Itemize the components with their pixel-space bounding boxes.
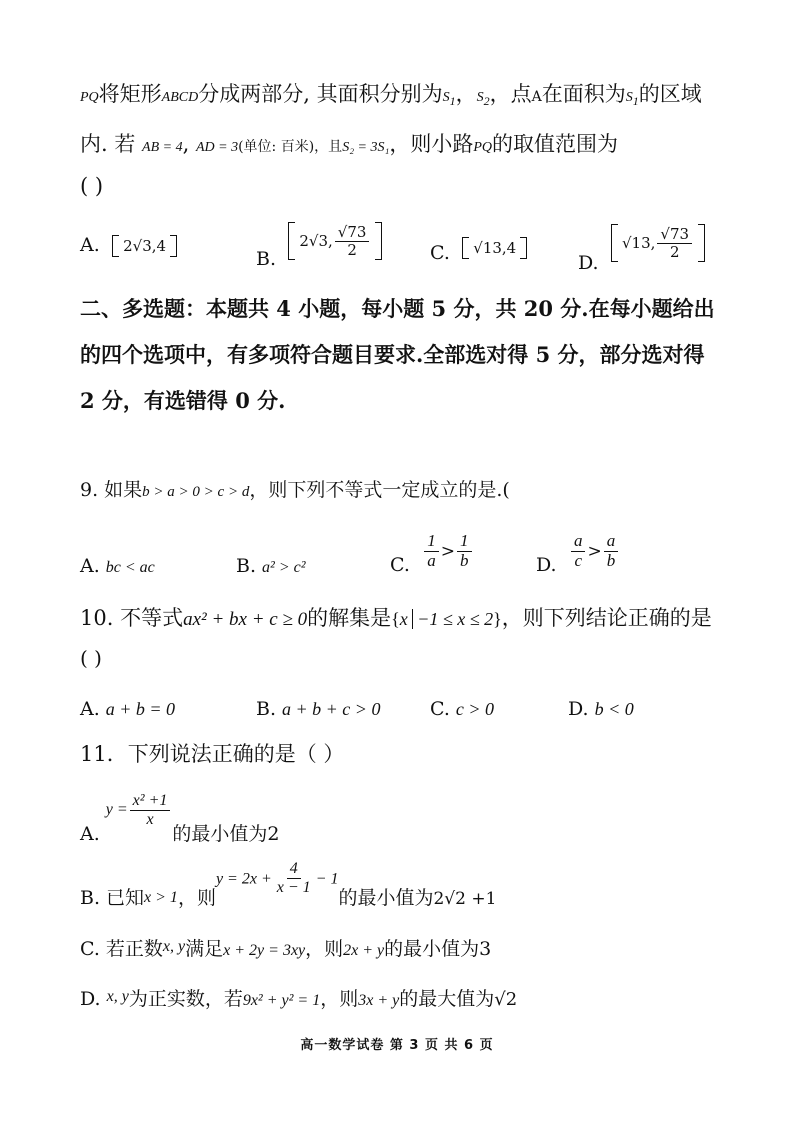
- text: 已知: [106, 886, 145, 909]
- frac-num: 4: [287, 860, 301, 879]
- q8-answer-paren: ( ): [80, 174, 104, 198]
- text: 为正实数，若: [128, 988, 243, 1010]
- interval: [611, 224, 705, 262]
- text: ，则下列结论正确的是: [501, 606, 712, 630]
- page-footer: 高一数学试卷 第 3 页 共 6 页: [300, 1038, 494, 1053]
- q8-stem-line1: [80, 84, 702, 107]
- area-relation: S₂ = 3S₁: [342, 140, 390, 155]
- frac-den: c: [574, 550, 582, 570]
- text: 内. 若: [80, 132, 136, 156]
- option-label: A.: [80, 698, 100, 720]
- section2-line1: 二、多选题：本题共 4 小题，每小题 5 分，共 20 分.在每小题给出: [80, 296, 715, 321]
- d-value: √2: [494, 989, 518, 1010]
- text: 分成两部分, 其面积分别为: [198, 82, 443, 106]
- b-minus: − 1: [315, 870, 339, 888]
- option-text: bc < ac: [105, 559, 155, 576]
- interval: [112, 235, 177, 257]
- q8-option-c: [430, 234, 527, 264]
- frac-num: 1: [457, 532, 472, 552]
- c-vars: x, y: [162, 938, 186, 955]
- option-label: D.: [568, 698, 589, 720]
- fraction: [274, 860, 314, 896]
- q8-option-b: [256, 222, 382, 270]
- interval-body: √13,4: [473, 238, 517, 257]
- option-text: 的最大值为: [399, 988, 495, 1010]
- q10-option-b: [256, 696, 380, 720]
- fraction: [424, 532, 439, 570]
- q9-option-c: [390, 531, 474, 576]
- q9-option-a: [80, 553, 155, 577]
- text: ，则: [320, 988, 359, 1010]
- fraction: [571, 532, 586, 570]
- option-label: B.: [236, 555, 257, 577]
- q10-option-a: [80, 696, 175, 720]
- q10-inequality: ax² + bx + c ≥ 0: [183, 609, 308, 630]
- q9-condition: b > a > 0 > c > d: [142, 484, 250, 500]
- option-label: B.: [80, 886, 101, 909]
- text: ，则: [305, 938, 344, 960]
- gt-sign: >: [587, 541, 602, 562]
- q11-option-b: [80, 860, 497, 909]
- option-text: c > 0: [455, 699, 495, 719]
- s1: S: [625, 90, 633, 105]
- s1-symbol-2: [625, 90, 639, 108]
- s2-symbol: [476, 90, 490, 108]
- set-var: x: [399, 609, 408, 629]
- frac-den: b: [460, 550, 469, 570]
- frac-den: a: [427, 550, 436, 570]
- pq-label: PQ: [80, 90, 99, 105]
- option-text: 的最小值为: [338, 886, 434, 909]
- s2: S: [476, 90, 484, 105]
- section2-line2: 的四个选项中，有多项符合题目要求.全部选对得 5 分，部分选对得: [80, 342, 705, 367]
- frac-num: √73: [335, 224, 370, 242]
- interval-body: [295, 222, 375, 260]
- q10-option-c: [430, 696, 494, 720]
- text: ，: [455, 82, 477, 106]
- text: 的解集是: [307, 606, 392, 630]
- q8-option-a: [80, 232, 177, 257]
- option-label: A.: [80, 555, 100, 577]
- text: 满足: [185, 938, 224, 960]
- q11-stem: 11．下列说法正确的是（ ）: [80, 742, 345, 766]
- frac-den: b: [606, 550, 616, 570]
- text: 的取值范围为: [492, 132, 619, 156]
- text: 在面积为: [541, 82, 626, 106]
- fraction: [457, 532, 472, 570]
- fraction: [604, 532, 619, 570]
- option-text: a + b = 0: [105, 699, 176, 719]
- s1: S: [442, 90, 450, 105]
- s2-sub: 2: [483, 94, 490, 108]
- q9-option-b: [236, 553, 306, 577]
- q10-stem: [80, 608, 712, 629]
- b-value: 2√2 +1: [433, 888, 497, 909]
- frac-num: x² +1: [130, 792, 171, 811]
- option-label: C.: [80, 938, 100, 960]
- ab-equation: AB = 4: [142, 140, 183, 155]
- a-y: y =: [105, 800, 128, 818]
- interval-lo: 2√3,: [299, 232, 333, 250]
- text: 若正数: [105, 938, 163, 960]
- c-condition: x + 2y = 3xy: [223, 942, 306, 959]
- frac-num: a: [604, 532, 619, 552]
- q11-option-a: [80, 792, 280, 845]
- frac-den: x: [146, 810, 154, 828]
- text: 9. 如果: [80, 479, 143, 501]
- q8-stem-line2: 内. 若 AB = 4, AD = 3(单位: 百米)，且S₂ = 3S₁，则小路PQ的取值范围为: [80, 132, 619, 156]
- frac-den: 2: [669, 242, 680, 261]
- text: ，则小路: [389, 132, 474, 156]
- option-label: D.: [578, 251, 599, 274]
- abcd-label: ABCD: [161, 90, 199, 105]
- ad-equation: AD = 3: [195, 140, 239, 155]
- interval: [288, 222, 382, 260]
- interval-lo: √13,: [621, 234, 656, 252]
- interval-body: [618, 224, 698, 262]
- b-condition: x > 1: [144, 888, 178, 906]
- q10-answer-paren: ( ): [80, 646, 102, 670]
- option-label: D.: [536, 553, 557, 576]
- q11-option-c: [80, 934, 491, 961]
- solution-set: { x −1 ≤ x ≤ 2 }: [391, 609, 502, 629]
- text: ，点: [489, 82, 532, 106]
- pq-label-2: PQ: [473, 140, 493, 155]
- q10-option-d: [568, 696, 634, 720]
- frac-den: x − 1: [276, 878, 311, 896]
- b-y: y = 2x +: [215, 870, 272, 888]
- option-text: b < 0: [594, 699, 634, 719]
- s1-sub: 1: [632, 94, 639, 108]
- option-text: 的最小值为2: [172, 822, 280, 845]
- set-condition: −1 ≤ x ≤ 2: [417, 609, 494, 629]
- interval: [462, 237, 527, 259]
- d-expr: 3x + y: [358, 992, 400, 1009]
- q9-stem: [80, 481, 510, 500]
- option-label: A.: [80, 234, 100, 256]
- frac-den: 2: [347, 240, 357, 259]
- d-vars: x, y: [106, 988, 129, 1005]
- option-label: C.: [430, 242, 450, 264]
- q9-option-d: [536, 531, 620, 576]
- text: ，则: [177, 886, 216, 909]
- s1-sub: 1: [449, 94, 456, 108]
- text: 10. 不等式: [80, 606, 184, 630]
- text: 将矩形: [98, 82, 162, 106]
- section2-line3: 2 分，有选错得 0 分.: [80, 388, 286, 413]
- text: 的区域: [638, 82, 702, 106]
- gt-sign: >: [440, 541, 456, 562]
- d-condition: 9x² + y² = 1: [242, 992, 321, 1009]
- c-expr: 2x + y: [343, 942, 385, 959]
- interval-body: 2√3,4: [123, 236, 167, 255]
- fraction: [335, 224, 370, 258]
- q11-option-d: [80, 984, 517, 1011]
- text: (单位: 百米)，且: [238, 139, 343, 155]
- s1-symbol: [442, 90, 456, 108]
- option-text: 的最小值为3: [384, 938, 492, 960]
- option-label: B.: [256, 247, 277, 270]
- frac-num: 1: [424, 532, 439, 552]
- option-label: C.: [430, 698, 450, 720]
- q8-option-d: [578, 224, 705, 274]
- point-a: A: [531, 89, 542, 105]
- option-text: a + b + c > 0: [282, 699, 381, 719]
- text: ，则下列不等式一定成立的是.(: [249, 479, 510, 501]
- fraction: [130, 792, 171, 828]
- option-label: B.: [256, 698, 277, 720]
- option-label: D.: [80, 988, 101, 1010]
- fraction: [657, 226, 692, 260]
- frac-num: √73: [657, 226, 692, 244]
- option-text: a² > c²: [262, 559, 306, 576]
- option-label: C.: [390, 553, 410, 576]
- frac-num: a: [571, 532, 586, 552]
- option-label: A.: [80, 822, 100, 845]
